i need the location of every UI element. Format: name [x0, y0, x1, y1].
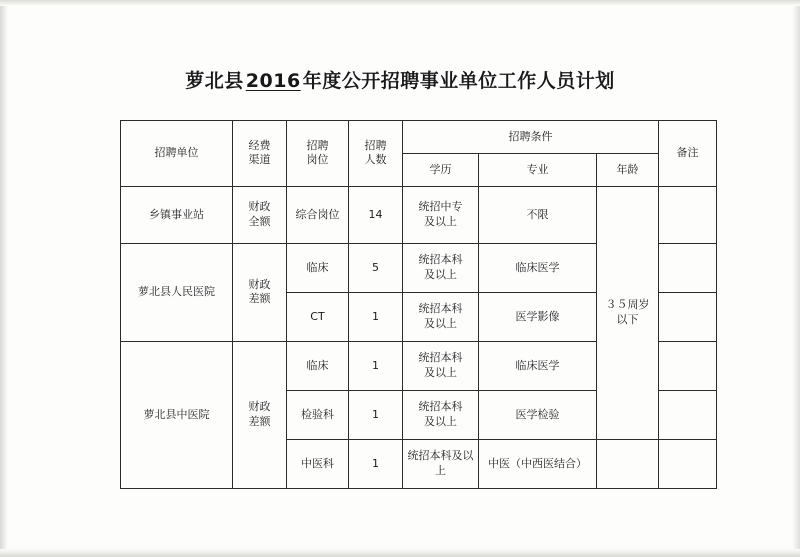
header-education: 学历 — [403, 154, 479, 187]
cell-post: 中医科 — [287, 440, 349, 489]
header-post: 招聘 岗位 — [287, 121, 349, 187]
cell-count: 1 — [349, 440, 403, 489]
table-header-row-1 — [121, 121, 717, 154]
cell-note — [659, 391, 717, 440]
cell-education: 统招本科 及以上 — [403, 244, 479, 293]
cell-unit: 萝北县人民医院 — [121, 244, 233, 342]
cell-post: 临床 — [287, 244, 349, 293]
scan-edge-top — [0, 0, 800, 6]
cell-education: 统招本科 及以上 — [403, 391, 479, 440]
page-title-suffix: 年度公开招聘事业单位工作人员计划 — [302, 70, 615, 92]
header-conditions: 招聘条件 — [403, 121, 659, 154]
header-unit: 招聘单位 — [121, 121, 233, 187]
cell-post: CT — [287, 293, 349, 342]
cell-count: 1 — [349, 342, 403, 391]
cell-count: 1 — [349, 391, 403, 440]
cell-education: 统招本科及以上 — [403, 440, 479, 489]
cell-age: ３５周岁 以下 — [597, 187, 659, 440]
cell-major: 不限 — [479, 187, 597, 244]
cell-post: 综合岗位 — [287, 187, 349, 244]
cell-funding: 财政 差额 — [233, 244, 287, 342]
page-title — [0, 66, 800, 93]
cell-major: 临床医学 — [479, 342, 597, 391]
header-funding: 经费 渠道 — [233, 121, 287, 187]
cell-funding: 财政 差额 — [233, 342, 287, 489]
recruitment-plan-table — [120, 120, 717, 489]
table-row — [121, 187, 717, 244]
cell-unit: 乡镇事业站 — [121, 187, 233, 244]
cell-note — [659, 187, 717, 244]
cell-education: 统招本科 及以上 — [403, 293, 479, 342]
page-title-year: 2016 — [245, 70, 301, 92]
cell-major: 临床医学 — [479, 244, 597, 293]
cell-education: 统招中专 及以上 — [403, 187, 479, 244]
cell-post: 临床 — [287, 342, 349, 391]
cell-funding: 财政 全额 — [233, 187, 287, 244]
cell-note — [659, 440, 717, 489]
header-note: 备注 — [659, 121, 717, 187]
cell-major: 中医（中西医结合） — [479, 440, 597, 489]
header-count: 招聘 人数 — [349, 121, 403, 187]
cell-unit: 萝北县中医院 — [121, 342, 233, 489]
cell-note — [659, 293, 717, 342]
header-age: 年龄 — [597, 154, 659, 187]
scan-edge-bottom — [0, 549, 800, 557]
cell-major: 医学检验 — [479, 391, 597, 440]
cell-count: 5 — [349, 244, 403, 293]
header-major: 专业 — [479, 154, 597, 187]
cell-age — [597, 440, 659, 489]
page-title-prefix: 萝北县 — [185, 70, 244, 92]
cell-note — [659, 244, 717, 293]
cell-education: 统招本科 及以上 — [403, 342, 479, 391]
cell-count: 14 — [349, 187, 403, 244]
cell-count: 1 — [349, 293, 403, 342]
cell-major: 医学影像 — [479, 293, 597, 342]
cell-post: 检验科 — [287, 391, 349, 440]
cell-note — [659, 342, 717, 391]
